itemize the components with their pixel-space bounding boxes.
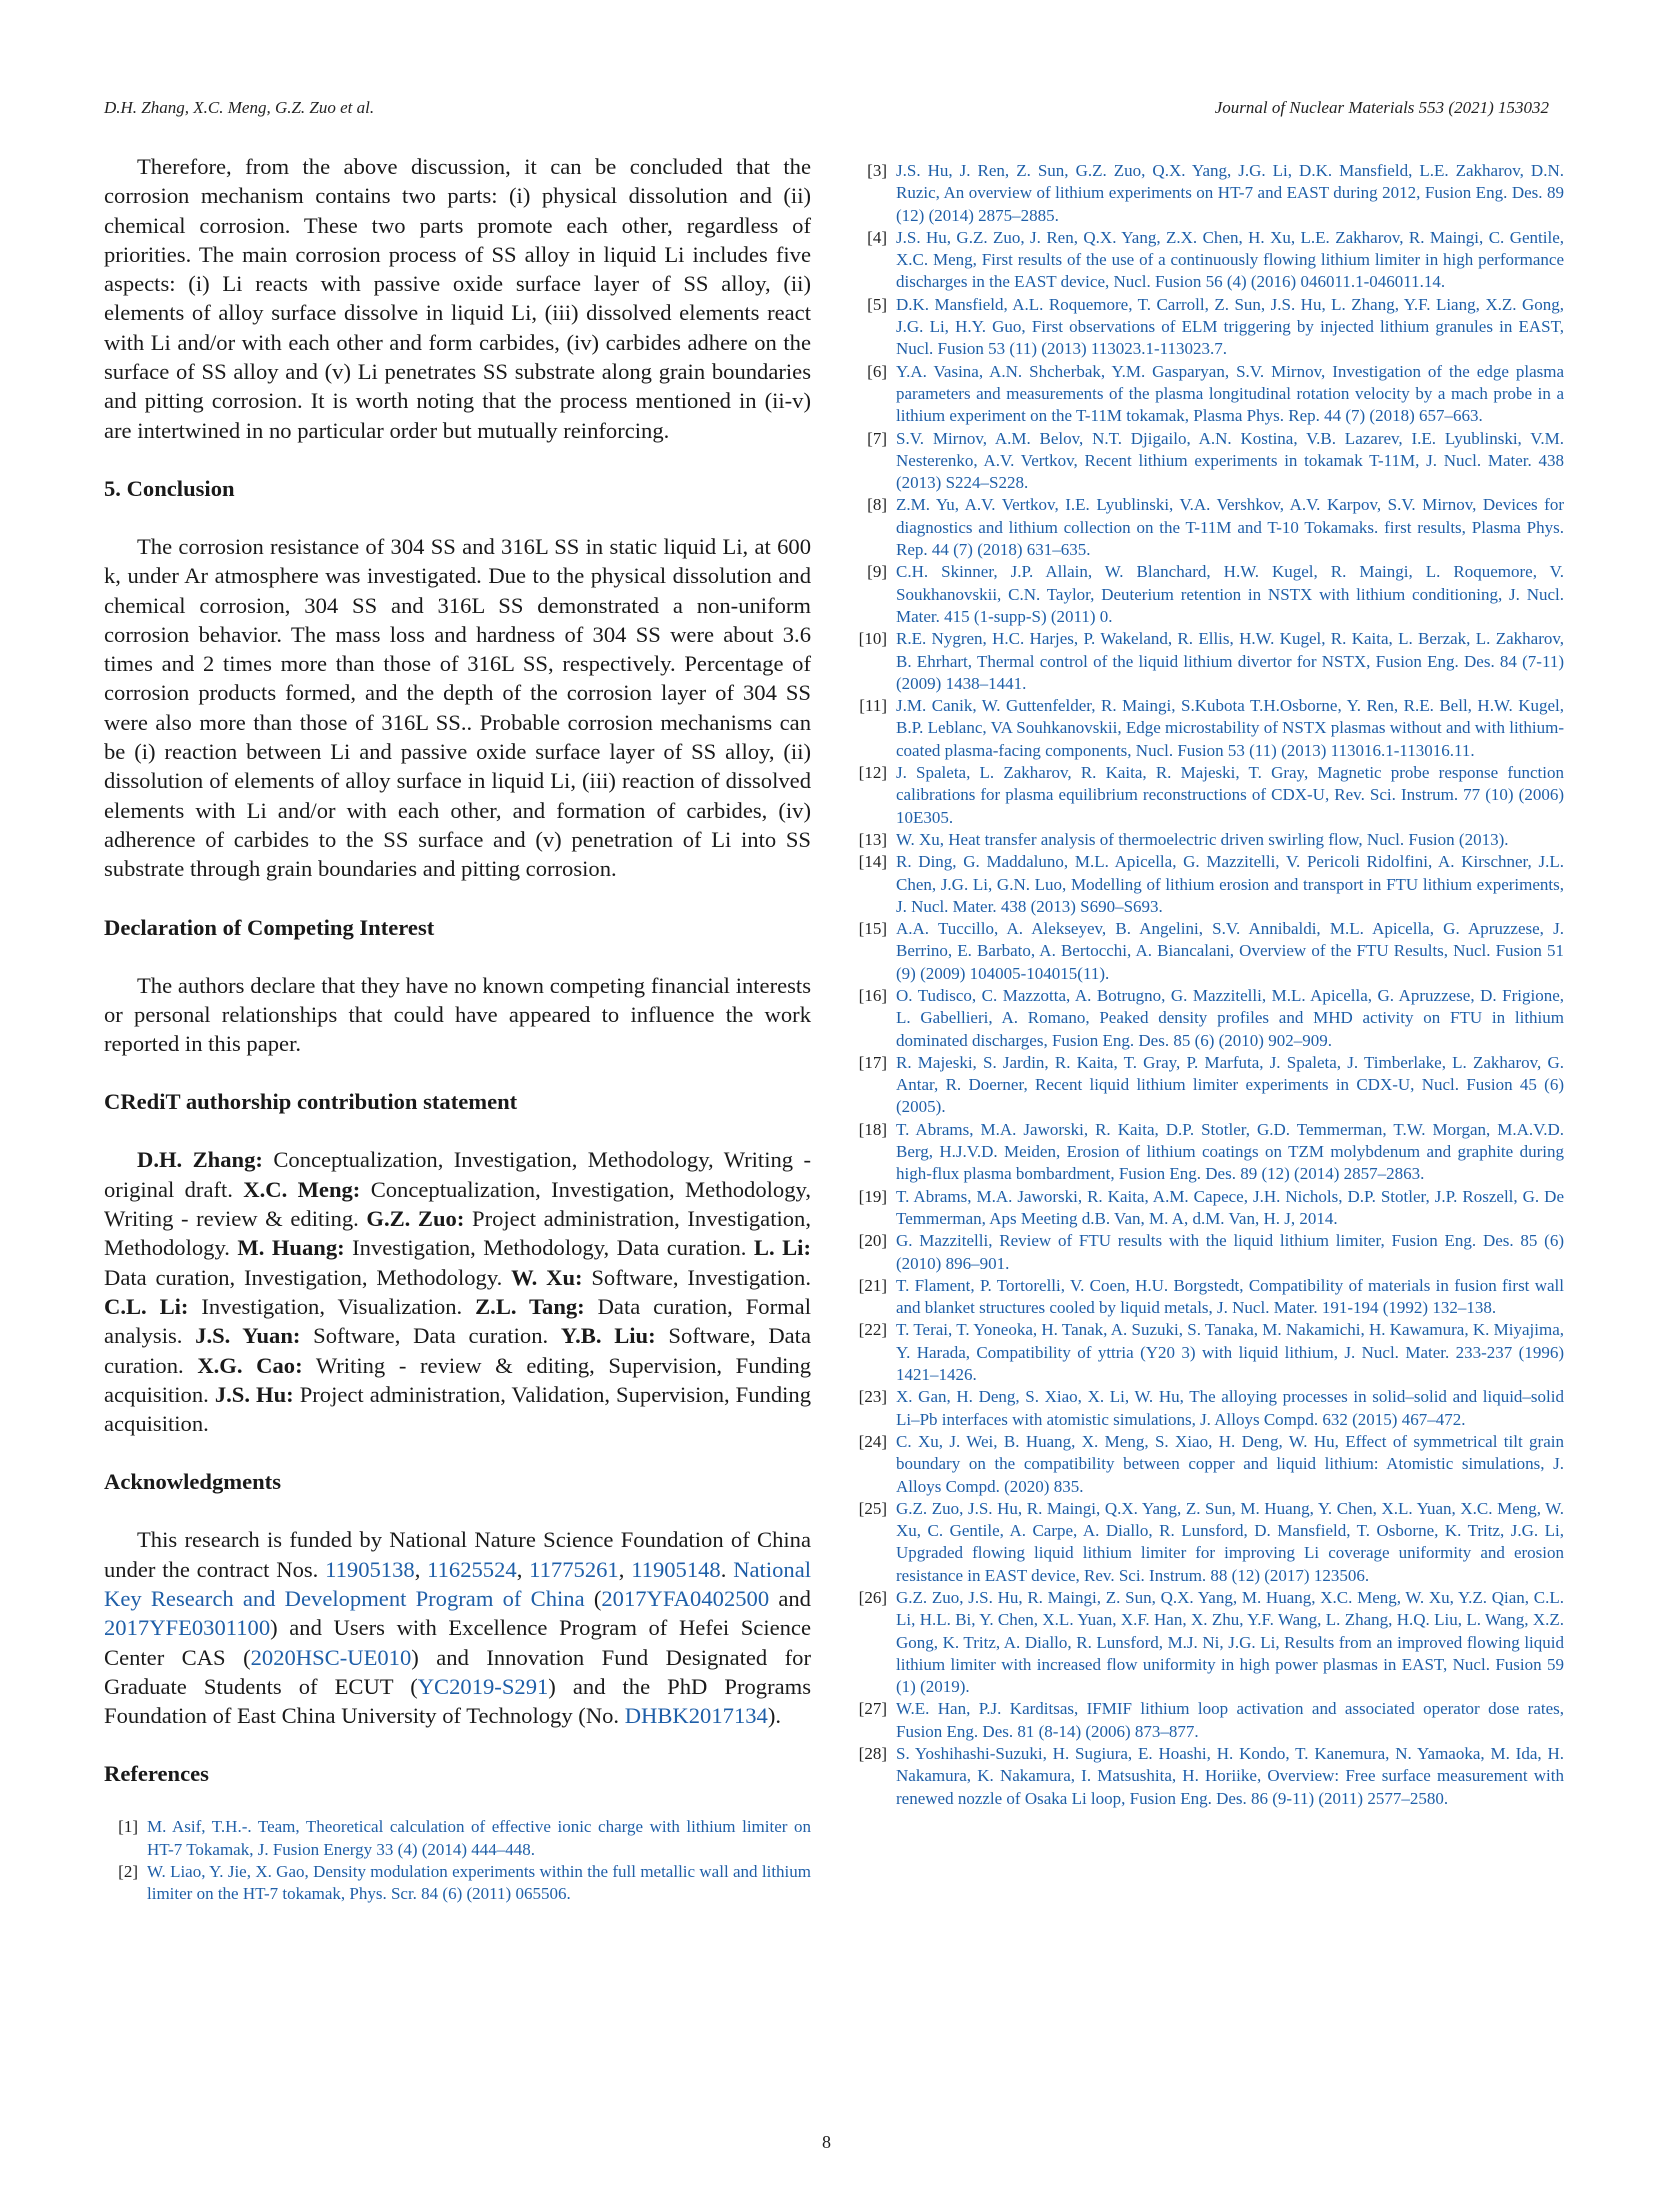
- reference-item: [858, 1698, 1564, 1743]
- reference-number: [5]: [867, 294, 887, 314]
- credit-roles: Writing - review & editing, Supervision, Funding acquisition.: [104, 1352, 811, 1407]
- running-header-journal: Journal of Nuclear Materials 553 (2021) 153032: [1214, 98, 1549, 117]
- reference-link[interactable]: S. Yoshihashi-Suzuki, H. Sugiura, E. Hoashi, H. Kondo, T. Kanemura, N. Yamaoka, M. Ida, H. Nakamura, K. Nakamura, I. Matsushita, H. Horiike, Overview: Free surface measurement with renewed nozzle of Osaka Li loop, Fusion Eng. Des. 86 (9-11) (2011) 2577–2580.: [896, 1744, 1564, 1808]
- reference-list-right: [858, 160, 1565, 1810]
- reference-item: [858, 1319, 1564, 1386]
- credit-heading: CRediT authorship contribution statement: [104, 1089, 518, 1115]
- grant-link[interactable]: 11625524: [427, 1556, 517, 1582]
- reference-number: [19]: [858, 1186, 887, 1206]
- credit-name: G.Z. Zuo:: [366, 1206, 465, 1232]
- ack-text: This research is funded by National Nature Science Foundation of China under the contract Nos.: [104, 1527, 811, 1582]
- reference-link[interactable]: R. Ding, G. Maddaluno, M.L. Apicella, G. Mazzitelli, V. Pericoli Ridolfini, A. Kirschner, J.L. Chen, J.G. Li, G.N. Luo, Modelling of lithium erosion and transport in FTU lithium experiments, J. Nucl. Mater. 438 (2013) S690–S693.: [896, 852, 1564, 916]
- reference-number: [9]: [867, 562, 887, 582]
- reference-link[interactable]: G.Z. Zuo, J.S. Hu, R. Maingi, Z. Sun, Q.X. Yang, M. Huang, X.C. Meng, W. Xu, Y.Z. Qian, C.L. Li, H.L. Bi, Y. Chen, X.L. Yuan, X.F. Han, X. Zhu, Y.F. Wang, L. Zhang, H.Q. Liu, L. Wang, X.Z. Gong, K. Tritz, A. Diallo, R. Lunsford, M.J. Ni, J.G. Li, Results from an improved flowing liquid lithium limiter with increased flow uniformity in high power plasmas in EAST, Nucl. Fusion 59 (1) (2019).: [896, 1588, 1564, 1697]
- credit-name: X.C. Meng:: [243, 1176, 361, 1202]
- grant-link[interactable]: 11905148: [631, 1556, 721, 1582]
- reference-link[interactable]: T. Terai, T. Yoneoka, H. Tanak, A. Suzuki, S. Tanaka, M. Nakamichi, H. Kawamura, K. Miyajima, Y. Harada, Compatibility of yttria (Y20 3) with liquid lithium, J. Nucl. Mater. 233-237 (1996) 1421–1426.: [896, 1320, 1564, 1385]
- credit-name: L. Li:: [753, 1235, 811, 1261]
- credit-roles: Data curation, Investigation, Methodology.: [104, 1264, 512, 1290]
- credit-name: J.S. Yuan:: [195, 1323, 301, 1349]
- grant-link[interactable]: 11905138: [325, 1556, 415, 1582]
- credit-roles: Project administration, Validation, Supervision, Funding acquisition.: [104, 1381, 811, 1437]
- reference-link[interactable]: M. Asif, T.H.-. Team, Theoretical calculation of effective ionic charge with lithium limiter on HT-7 Tokamak, J. Fusion Energy 33 (4) (2014) 444–448.: [147, 1817, 811, 1859]
- reference-number: [16]: [858, 985, 887, 1005]
- credit-roles: Software, Investigation.: [582, 1264, 811, 1290]
- reference-item: [118, 1861, 811, 1906]
- credit-name: M. Huang:: [237, 1235, 345, 1261]
- reference-number: [17]: [858, 1052, 887, 1072]
- grant-link[interactable]: 2017YFE0301100: [104, 1615, 271, 1641]
- reference-item: [118, 1816, 811, 1861]
- reference-number: [2]: [118, 1862, 138, 1882]
- credit-roles: Data curation, Formal analysis.: [104, 1293, 811, 1349]
- reference-link[interactable]: C.H. Skinner, J.P. Allain, W. Blanchard, H.W. Kugel, R. Maingi, L. Roquemore, V. Soukhanovskii, C.N. Taylor, Deuterium retention in NSTX with lithium conditioning, J. Nucl. Mater. 415 (1-supp-S) (2011) 0.: [896, 562, 1564, 626]
- grant-link[interactable]: DHBK2017134: [624, 1703, 768, 1729]
- credit-paragraph: [104, 1145, 811, 1438]
- credit-roles: Investigation, Methodology, Data curation.: [344, 1235, 754, 1261]
- ack-text: ,: [516, 1556, 530, 1582]
- reference-number: [24]: [858, 1431, 887, 1451]
- running-header-authors: D.H. Zhang, X.C. Meng, G.Z. Zuo et al.: [104, 98, 375, 117]
- ack-text: ) and the PhD Programs Foundation of East China University of Technology (No.: [104, 1673, 811, 1729]
- competing-interest-paragraph: The authors declare that they have no known competing financial interests or personal relationships that could have appeared to influence the work reported in this paper.: [104, 972, 811, 1057]
- reference-number: [1]: [118, 1817, 138, 1837]
- credit-roles: Conceptualization, Investigation, Methodology, Writing - review & editing.: [104, 1176, 811, 1232]
- credit-name: D.H. Zhang:: [137, 1147, 263, 1173]
- reference-item: [867, 361, 1564, 428]
- reference-number: [4]: [867, 227, 887, 247]
- credit-name: W. Xu:: [511, 1264, 583, 1290]
- reference-item: [867, 227, 1564, 294]
- reference-number: [11]: [859, 696, 887, 716]
- reference-item: [858, 1186, 1564, 1231]
- ack-text: ,: [414, 1556, 428, 1582]
- references-heading: References: [104, 1761, 209, 1787]
- reference-link[interactable]: X. Gan, H. Deng, S. Xiao, X. Li, W. Hu, The alloying processes in solid–solid and liquid–solid Li–Pb interfaces with atomistic simulations, J. Alloys Compd. 632 (2015) 467–472.: [896, 1387, 1564, 1429]
- reference-link[interactable]: O. Tudisco, C. Mazzotta, A. Botrugno, G. Mazzitelli, M.L. Apicella, G. Apruzzese, D. Frigione, L. Gabellieri, A. Romano, Peaked density profiles and MHD activity on FTU in lithium dominated discharges, Fusion Eng. Des. 85 (6) (2010) 902–909.: [896, 985, 1564, 1050]
- reference-item: [858, 1119, 1564, 1186]
- reference-number: [26]: [858, 1588, 887, 1607]
- acknowledgments-heading: Acknowledgments: [104, 1469, 281, 1495]
- reference-link[interactable]: D.K. Mansfield, A.L. Roquemore, T. Carroll, Z. Sun, J.S. Hu, L. Zhang, Y.F. Liang, X.Z. Gong, J.G. Li, H.Y. Guo, First observations of ELM triggering by injected lithium granules in EAST, Nucl. Fusion 53 (11) (2013) 113023.1-113023.7.: [896, 294, 1564, 359]
- credit-roles: Software, Data curation.: [104, 1323, 811, 1378]
- reference-number: [22]: [858, 1320, 887, 1340]
- reference-number: [10]: [858, 629, 887, 649]
- reference-number: [13]: [858, 829, 887, 849]
- reference-number: [3]: [867, 161, 887, 180]
- discussion-paragraph: Therefore, from the above discussion, it can be concluded that the corrosion mechanism contains two parts: (i) physical dissolution and (ii) chemical corrosion. These two parts promote each other, regardless of priorities. The main corrosion process of SS alloy in liquid Li includes five aspects: (i) Li reacts with passive oxide surface layer of SS alloy, (ii) elements of alloy surface dissolve in liquid Li, (iii) dissolved elements react with Li and/or with each other and form carbides, (iv) carbides adhere on the surface of SS alloy and (v) Li penetrates SS substrate along grain boundaries and pitting corrosion. It is worth noting that the process mentioned in (ii-v) are intertwined in no particular order but mutually reinforcing.: [104, 154, 811, 443]
- reference-link[interactable]: T. Flament, P. Tortorelli, V. Coen, H.U. Borgstedt, Compatibility of materials in fusion first wall and blanket structures cooled by liquid metals, J. Nucl. Mater. 191-194 (1992) 132–138.: [896, 1275, 1564, 1318]
- credit-name: Z.L. Tang:: [475, 1293, 585, 1319]
- grant-link[interactable]: 11775261: [529, 1556, 619, 1582]
- credit-roles: Project administration, Investigation, Methodology.: [104, 1206, 811, 1261]
- ack-text: ) and Users with Excellence Program of Hefei Science Center CAS (: [104, 1615, 811, 1670]
- reference-number: [28]: [858, 1744, 887, 1764]
- reference-link[interactable]: R.E. Nygren, H.C. Harjes, P. Wakeland, R. Ellis, H.W. Kugel, R. Kaita, L. Berzak, L. Zakharov, B. Ehrhart, Thermal control of the liquid lithium divertor for NSTX, Fusion Eng. Des. 84 (7-11) (2009) 1438–1441.: [896, 629, 1564, 693]
- credit-roles: Investigation, Visualization.: [188, 1293, 476, 1319]
- reference-number: [20]: [858, 1231, 887, 1251]
- reference-link[interactable]: A.A. Tuccillo, A. Alekseyev, B. Angelini, S.V. Annibaldi, M.L. Apicella, G. Apruzzese, J. Berrino, E. Barbato, A. Bertocchi, A. Biancalani, Overview of the FTU Results, Nucl. Fusion 51 (9) (2009) 104005-104015(11).: [896, 919, 1564, 983]
- reference-item: [858, 628, 1564, 695]
- reference-link[interactable]: G. Mazzitelli, Review of FTU results with the liquid lithium limiter, Fusion Eng. Des. 85 (6) (2010) 896–901.: [896, 1231, 1564, 1273]
- reference-link[interactable]: J.S. Hu, J. Ren, Z. Sun, G.Z. Zuo, Q.X. Yang, J.G. Li, D.K. Mansfield, L.E. Zakharov, D.N. Ruzic, An overview of lithium experiments on HT-7 and EAST during 2012, Fusion Eng. Des. 89 (12) (2014) 2875–2885.: [896, 161, 1564, 225]
- reference-link[interactable]: T. Abrams, M.A. Jaworski, R. Kaita, D.P. Stotler, G.D. Temmerman, T.W. Morgan, M.A.V.D. Berg, H.J.V.D. Meiden, Erosion of lithium coatings on TZM molybdenum and graphite during high-flux plasma bombardment, Fusion Eng. Des. 89 (12) (2014) 2857–2863.: [896, 1119, 1564, 1184]
- reference-list-left: [104, 1816, 811, 1905]
- reference-item: [859, 695, 1565, 762]
- reference-link[interactable]: S.V. Mirnov, A.M. Belov, N.T. Djigailo, A.N. Kostina, V.B. Lazarev, I.E. Lyublinski, V.M. Nesterenko, A.V. Vertkov, Recent lithium experiments in tokamak T-11M, J. Nucl. Mater. 438 (2013) S224–S228.: [896, 428, 1564, 493]
- left-column: [104, 152, 811, 1906]
- reference-item: [858, 1743, 1564, 1810]
- reference-item: [858, 918, 1564, 985]
- reference-link[interactable]: W. Liao, Y. Jie, X. Gao, Density modulation experiments within the full metallic wall and lithium limiter on the HT-7 tokamak, Phys. Scr. 84 (6) (2011) 065506.: [147, 1862, 811, 1904]
- reference-link[interactable]: G.Z. Zuo, J.S. Hu, R. Maingi, Q.X. Yang, Z. Sun, M. Huang, Y. Chen, X.L. Yuan, X.C. Meng, W. Xu, C. Gentile, A. Carpe, A. Diallo, R. Lunsford, D. Mansfield, T. Osborne, K. Tritz, J.G. Li, Upgraded flowing liquid lithium limiter for improving Li coverage uniformity and erosion resistance in EAST device, Rev. Sci. Instrum. 88 (12) (2017) 123506.: [896, 1498, 1564, 1585]
- right-column: [858, 160, 1565, 1810]
- reference-number: [12]: [858, 763, 887, 783]
- reference-link[interactable]: Y.A. Vasina, A.N. Shcherbak, Y.M. Gasparyan, S.V. Mirnov, Investigation of the edge plasma parameters and measurements of the plasma longitudinal rotation velocity by a mach probe in a lithium experiment on the T-11M tokamak, Plasma Phys. Rep. 44 (7) (2018) 657–663.: [896, 361, 1564, 426]
- reference-number: [6]: [867, 361, 887, 381]
- ack-text: .: [720, 1556, 734, 1582]
- reference-item: [858, 1230, 1564, 1275]
- credit-roles: Conceptualization, Investigation, Methodology, Writing - original draft.: [104, 1147, 811, 1202]
- page-number: 8: [822, 2132, 831, 2152]
- reference-number: [14]: [858, 852, 887, 872]
- grant-link[interactable]: 2017YFA0402500: [601, 1585, 770, 1611]
- reference-number: [18]: [858, 1119, 887, 1139]
- ack-text: (: [584, 1585, 602, 1611]
- reference-link[interactable]: C. Xu, J. Wei, B. Huang, X. Meng, S. Xiao, H. Deng, W. Hu, Effect of symmetrical tilt grain boundary on the compatibility between copper and liquid lithium: Atomistic simulations, J. Alloys Compd. (2020) 835.: [896, 1431, 1564, 1496]
- acknowledgments-paragraph: [104, 1525, 811, 1730]
- reference-item: [858, 985, 1564, 1052]
- credit-roles: Software, Data curation.: [300, 1323, 561, 1349]
- reference-item: [858, 762, 1564, 829]
- reference-item: [858, 851, 1564, 918]
- conclusion-paragraph: The corrosion resistance of 304 SS and 316L SS in static liquid Li, at 600 k, under Ar atmosphere was investigated. Due to the physical dissolution and chemical corrosion, 304 SS and 316L SS demonstrated a non-uniform corrosion behavior. The mass loss and hardness of 304 SS were about 3.6 times and 2 times more than those of 316L SS, respectively. Percentage of corrosion products formed, and the depth of the corrosion layer of 304 SS were also more than those of 316L SS.. Probable corrosion mechanisms can be (i) reaction between Li and passive oxide surface layer of SS alloy, (ii) dissolution of elements of alloy surface in liquid Li, (iii) reaction of dissolved elements with Li and/or with each other, and formation of carbides, (iv) adherence of carbides to the SS surface and (v) penetration of Li into SS substrate through grain boundaries and pitting corrosion.: [104, 533, 811, 882]
- credit-name: Y.B. Liu:: [560, 1323, 656, 1349]
- reference-item: [858, 1275, 1564, 1320]
- reference-link[interactable]: T. Abrams, M.A. Jaworski, R. Kaita, A.M. Capece, J.H. Nichols, D.P. Stotler, J.P. Roszell, G. De Temmerman, Aps Meeting d.B. Van, M. A, d.M. Van, H. J, 2014.: [896, 1186, 1564, 1228]
- reference-item: [858, 1052, 1564, 1119]
- reference-number: [25]: [858, 1498, 887, 1518]
- reference-number: [27]: [858, 1699, 887, 1719]
- ack-text: ,: [618, 1556, 632, 1582]
- credit-name: X.G. Cao:: [197, 1352, 303, 1378]
- conclusion-heading: 5. Conclusion: [104, 475, 235, 501]
- reference-item: [867, 160, 1564, 227]
- reference-item: [867, 494, 1564, 561]
- reference-link[interactable]: W. Xu, Heat transfer analysis of thermoelectric driven swirling flow, Nucl. Fusion (2013).: [896, 829, 1509, 849]
- reference-link[interactable]: Z.M. Yu, A.V. Vertkov, I.E. Lyublinski, V.A. Vershkov, A.V. Karpov, S.V. Mirnov, Devices for diagnostics and lithium collection on the T-11M and T-10 Tokamaks. first results, Plasma Phys. Rep. 44 (7) (2018) 631–635.: [896, 495, 1564, 560]
- reference-item: [858, 1498, 1564, 1587]
- reference-link[interactable]: J.M. Canik, W. Guttenfelder, R. Maingi, S.Kubota T.H.Osborne, Y. Ren, R.E. Bell, H.W. Kugel, B.P. Leblanc, VA Souhkanovskii, Edge microstability of NSTX plasmas without and with lithium-coated plasma-facing components, Nucl. Fusion 53 (11) (2013) 113016.1-113016.11.: [896, 696, 1565, 760]
- reference-item: [867, 561, 1564, 628]
- credit-name: J.S. Hu:: [214, 1381, 294, 1407]
- reference-link[interactable]: J.S. Hu, G.Z. Zuo, J. Ren, Q.X. Yang, Z.X. Chen, H. Xu, L.E. Zakharov, R. Maingi, C. Gentile, X.C. Meng, First results of the use of a continuously flowing lithium limiter in high performance discharges in the EAST device, Nucl. Fusion 56 (4) (2016) 046011.1-046011.14.: [896, 227, 1564, 292]
- reference-link[interactable]: J. Spaleta, L. Zakharov, R. Kaita, R. Majeski, T. Gray, Magnetic probe response function calibrations for plasma equilibrium reconstructions of CDX-U, Rev. Sci. Instrum. 77 (10) (2006) 10E305.: [896, 763, 1564, 827]
- reference-item: [867, 428, 1564, 495]
- reference-item: [858, 1386, 1564, 1431]
- reference-item: [858, 1587, 1564, 1698]
- reference-number: [23]: [858, 1387, 887, 1407]
- ack-text: ) and Innovation Fund Designated for Graduate Students of ECUT (: [104, 1644, 812, 1699]
- reference-item: [858, 1431, 1564, 1498]
- ack-text: ).: [767, 1703, 782, 1729]
- grant-link[interactable]: YC2019-S291: [417, 1673, 549, 1699]
- funder-link[interactable]: National Key Research and Development Program of China: [104, 1556, 812, 1611]
- grant-link[interactable]: 2020HSC-UE010: [250, 1644, 412, 1670]
- reference-number: [7]: [867, 428, 887, 448]
- reference-number: [15]: [858, 919, 887, 939]
- reference-link[interactable]: R. Majeski, S. Jardin, R. Kaita, T. Gray, P. Marfuta, J. Spaleta, J. Timberlake, L. Zakharov, G. Antar, R. Doerner, Recent liquid lithium limiter experiments in CDX-U, Nucl. Fusion 45 (6) (2005).: [896, 1052, 1564, 1117]
- reference-item: [867, 294, 1564, 361]
- competing-interest-heading: Declaration of Competing Interest: [104, 914, 435, 940]
- credit-name: C.L. Li:: [104, 1293, 189, 1319]
- reference-number: [8]: [867, 495, 887, 515]
- reference-number: [21]: [858, 1275, 887, 1295]
- ack-text: and: [769, 1585, 811, 1611]
- reference-item: [858, 829, 1564, 851]
- reference-link[interactable]: W.E. Han, P.J. Karditsas, IFMIF lithium loop activation and associated operator dose rates, Fusion Eng. Des. 81 (8-14) (2006) 873–877.: [896, 1699, 1564, 1741]
